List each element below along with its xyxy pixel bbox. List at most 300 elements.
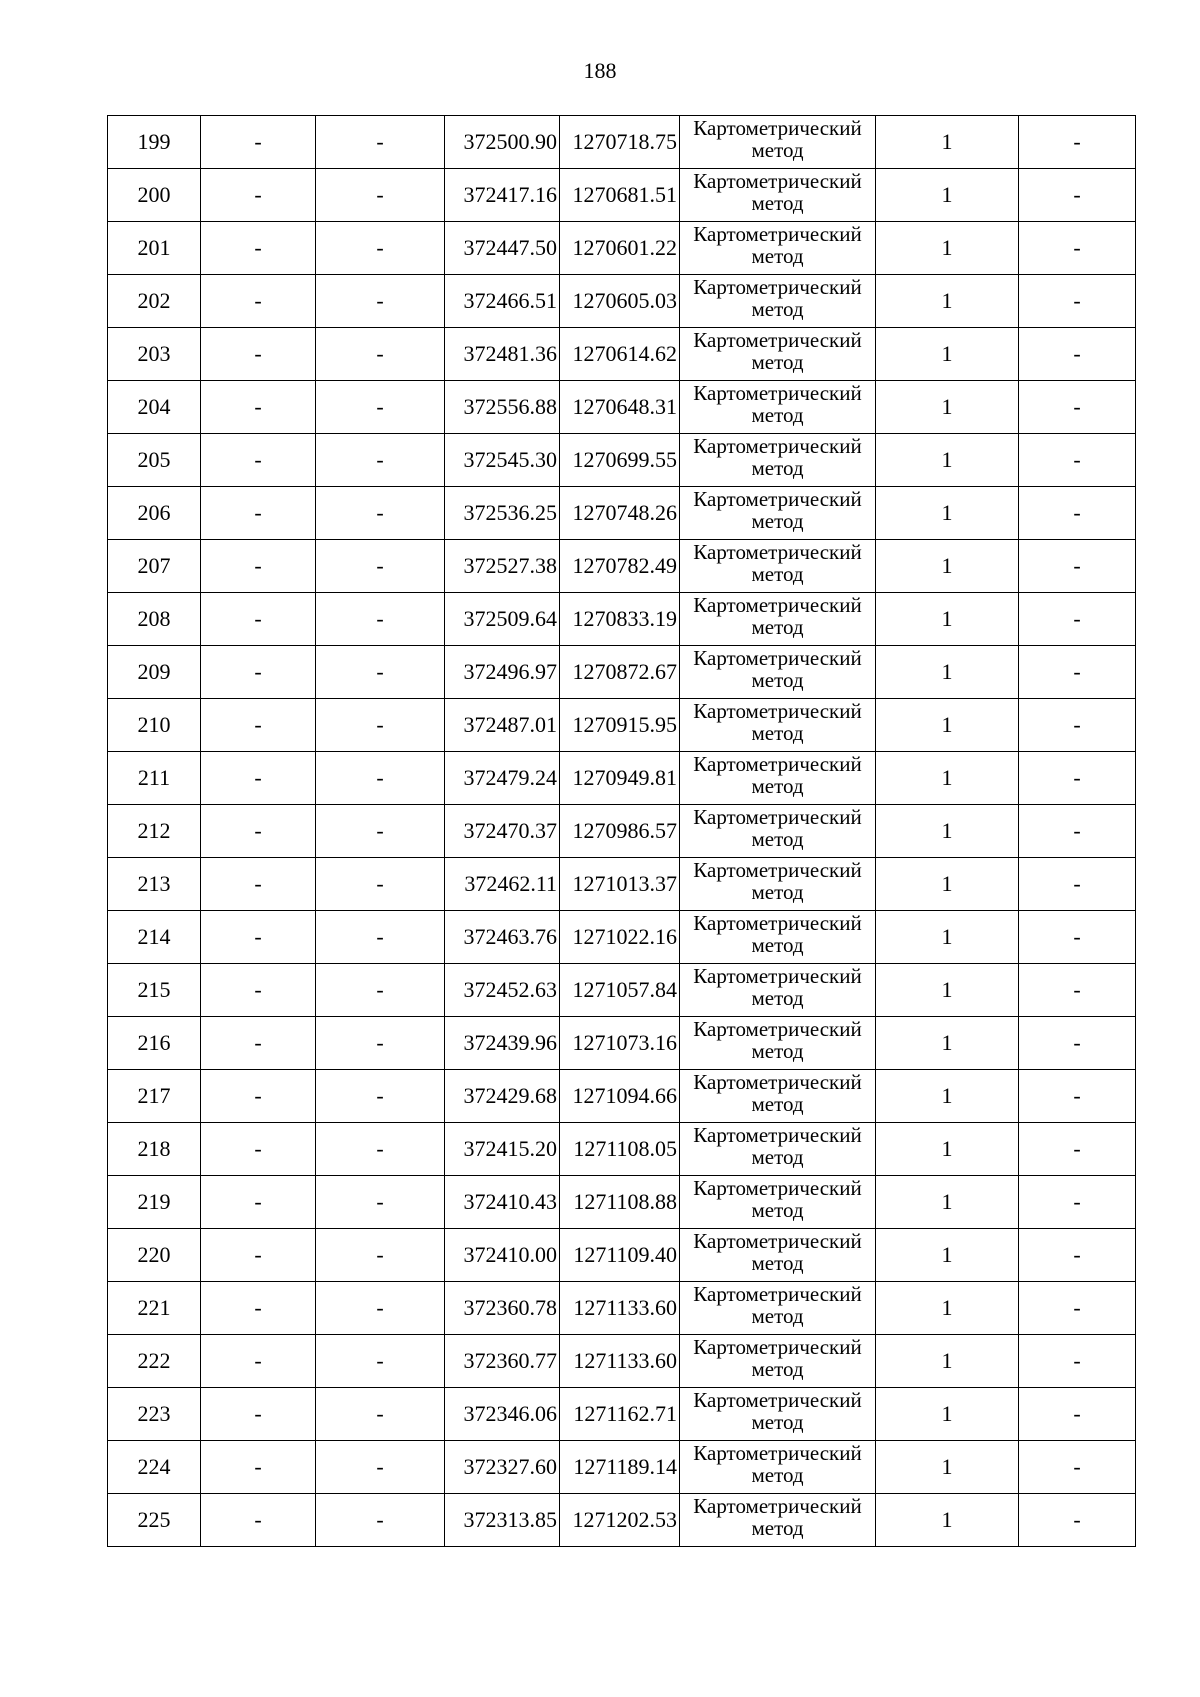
y-coordinate-cell: 1271108.88 [560,1176,680,1229]
accuracy-cell: 1 [876,540,1019,593]
method-line-2: метод [751,1092,804,1116]
point-number-cell: 208 [108,593,201,646]
empty-cell: - [316,858,445,911]
method-line-1: Картометрический [693,646,862,670]
description-cell: - [1019,805,1136,858]
description-cell: - [1019,1229,1136,1282]
y-coordinate-cell: 1271109.40 [560,1229,680,1282]
method-cell [680,1441,876,1494]
point-number-cell: 219 [108,1176,201,1229]
point-number-cell: 207 [108,540,201,593]
table-row [108,1335,1136,1388]
method-line-2: метод [751,1357,804,1381]
empty-cell: - [316,116,445,169]
accuracy-cell: 1 [876,1494,1019,1547]
y-coordinate-cell: 1271202.53 [560,1494,680,1547]
empty-cell: - [201,805,316,858]
description-cell: - [1019,169,1136,222]
description-cell: - [1019,434,1136,487]
method-line-1: Картометрический [693,1335,862,1359]
empty-cell: - [201,540,316,593]
table-row [108,646,1136,699]
method-line-1: Картометрический [693,1282,862,1306]
method-line-1: Картометрический [693,964,862,988]
y-coordinate-cell: 1271013.37 [560,858,680,911]
point-number-cell: 223 [108,1388,201,1441]
description-cell: - [1019,540,1136,593]
y-coordinate-cell: 1271073.16 [560,1017,680,1070]
method-line-2: метод [751,880,804,904]
x-coordinate-cell: 372500.90 [445,116,560,169]
point-number-cell: 224 [108,1441,201,1494]
point-number-cell: 202 [108,275,201,328]
method-cell [680,964,876,1017]
method-cell [680,434,876,487]
method-line-1: Картометрический [693,1494,862,1518]
y-coordinate-cell: 1270681.51 [560,169,680,222]
method-line-2: метод [751,615,804,639]
method-line-1: Картометрический [693,699,862,723]
accuracy-cell: 1 [876,911,1019,964]
method-cell [680,116,876,169]
description-cell: - [1019,275,1136,328]
y-coordinate-cell: 1271162.71 [560,1388,680,1441]
method-line-2: метод [751,933,804,957]
description-cell: - [1019,1441,1136,1494]
page-number: 188 [583,58,617,83]
description-cell: - [1019,328,1136,381]
method-line-2: метод [751,1039,804,1063]
x-coordinate-cell: 372447.50 [445,222,560,275]
table-row [108,1282,1136,1335]
x-coordinate-cell: 372536.25 [445,487,560,540]
method-line-1: Картометрический [693,1388,862,1412]
method-line-1: Картометрический [693,858,862,882]
accuracy-cell: 1 [876,699,1019,752]
table-row [108,805,1136,858]
x-coordinate-cell: 372463.76 [445,911,560,964]
y-coordinate-cell: 1270614.62 [560,328,680,381]
x-coordinate-cell: 372360.78 [445,1282,560,1335]
x-coordinate-cell: 372439.96 [445,1017,560,1070]
x-coordinate-cell: 372360.77 [445,1335,560,1388]
point-number-cell: 222 [108,1335,201,1388]
empty-cell: - [201,381,316,434]
description-cell: - [1019,1494,1136,1547]
point-number-cell: 200 [108,169,201,222]
empty-cell: - [201,1176,316,1229]
y-coordinate-cell: 1271022.16 [560,911,680,964]
empty-cell: - [316,1070,445,1123]
method-cell [680,593,876,646]
table-row [108,116,1136,169]
method-cell [680,1070,876,1123]
y-coordinate-cell: 1271189.14 [560,1441,680,1494]
method-line-2: метод [751,1304,804,1328]
point-number-cell: 211 [108,752,201,805]
empty-cell: - [201,1282,316,1335]
table-row [108,275,1136,328]
empty-cell: - [316,1017,445,1070]
point-number-cell: 205 [108,434,201,487]
x-coordinate-cell: 372496.97 [445,646,560,699]
accuracy-cell: 1 [876,222,1019,275]
description-cell: - [1019,222,1136,275]
x-coordinate-cell: 372410.43 [445,1176,560,1229]
method-line-2: метод [751,774,804,798]
method-cell [680,911,876,964]
method-line-1: Картометрический [693,222,862,246]
accuracy-cell: 1 [876,328,1019,381]
method-line-1: Картометрический [693,328,862,352]
method-cell [680,487,876,540]
y-coordinate-cell: 1270872.67 [560,646,680,699]
empty-cell: - [316,169,445,222]
empty-cell: - [201,1494,316,1547]
method-line-2: метод [751,1410,804,1434]
method-cell [680,1176,876,1229]
y-coordinate-cell: 1271057.84 [560,964,680,1017]
description-cell: - [1019,646,1136,699]
y-coordinate-cell: 1270718.75 [560,116,680,169]
method-cell [680,646,876,699]
method-cell [680,858,876,911]
method-line-1: Картометрический [693,1441,862,1465]
method-line-1: Картометрический [693,169,862,193]
method-line-1: Картометрический [693,1176,862,1200]
point-number-cell: 221 [108,1282,201,1335]
empty-cell: - [201,1017,316,1070]
accuracy-cell: 1 [876,1282,1019,1335]
empty-cell: - [316,1176,445,1229]
empty-cell: - [316,540,445,593]
method-line-2: метод [751,986,804,1010]
method-cell [680,1229,876,1282]
accuracy-cell: 1 [876,593,1019,646]
accuracy-cell: 1 [876,1070,1019,1123]
y-coordinate-cell: 1270833.19 [560,593,680,646]
method-line-2: метод [751,1251,804,1275]
point-number-cell: 209 [108,646,201,699]
y-coordinate-cell: 1270648.31 [560,381,680,434]
description-cell: - [1019,381,1136,434]
accuracy-cell: 1 [876,752,1019,805]
point-number-cell: 213 [108,858,201,911]
method-cell [680,805,876,858]
empty-cell: - [201,487,316,540]
method-line-1: Картометрический [693,1017,862,1041]
point-number-cell: 199 [108,116,201,169]
method-cell [680,1017,876,1070]
empty-cell: - [316,646,445,699]
empty-cell: - [201,1388,316,1441]
method-cell [680,169,876,222]
empty-cell: - [316,593,445,646]
x-coordinate-cell: 372509.64 [445,593,560,646]
empty-cell: - [316,222,445,275]
empty-cell: - [316,1441,445,1494]
method-line-2: метод [751,403,804,427]
table-row [108,540,1136,593]
empty-cell: - [201,434,316,487]
method-line-1: Картометрический [693,275,862,299]
y-coordinate-cell: 1270782.49 [560,540,680,593]
method-line-1: Картометрический [693,540,862,564]
empty-cell: - [201,275,316,328]
description-cell: - [1019,911,1136,964]
method-line-2: метод [751,1145,804,1169]
method-line-2: метод [751,191,804,215]
empty-cell: - [316,487,445,540]
empty-cell: - [201,169,316,222]
method-cell [680,1282,876,1335]
table-row [108,1017,1136,1070]
empty-cell: - [316,381,445,434]
method-cell [680,1335,876,1388]
method-cell [680,275,876,328]
method-cell [680,381,876,434]
description-cell: - [1019,116,1136,169]
empty-cell: - [201,1123,316,1176]
table-row [108,699,1136,752]
table-row [108,964,1136,1017]
empty-cell: - [316,1494,445,1547]
y-coordinate-cell: 1271133.60 [560,1335,680,1388]
empty-cell: - [316,275,445,328]
x-coordinate-cell: 372346.06 [445,1388,560,1441]
method-cell [680,1494,876,1547]
x-coordinate-cell: 372481.36 [445,328,560,381]
table-row [108,381,1136,434]
method-line-1: Картометрический [693,1229,862,1253]
y-coordinate-cell: 1270601.22 [560,222,680,275]
x-coordinate-cell: 372429.68 [445,1070,560,1123]
table-row [108,752,1136,805]
y-coordinate-cell: 1271094.66 [560,1070,680,1123]
accuracy-cell: 1 [876,1017,1019,1070]
method-line-2: метод [751,138,804,162]
point-number-cell: 217 [108,1070,201,1123]
method-line-2: метод [751,721,804,745]
y-coordinate-cell: 1270699.55 [560,434,680,487]
x-coordinate-cell: 372479.24 [445,752,560,805]
y-coordinate-cell: 1271133.60 [560,1282,680,1335]
description-cell: - [1019,593,1136,646]
empty-cell: - [316,911,445,964]
method-line-2: метод [751,1198,804,1222]
method-line-2: метод [751,562,804,586]
method-line-2: метод [751,456,804,480]
method-line-1: Картометрический [693,381,862,405]
accuracy-cell: 1 [876,964,1019,1017]
table-row [108,328,1136,381]
x-coordinate-cell: 372545.30 [445,434,560,487]
accuracy-cell: 1 [876,858,1019,911]
method-cell [680,752,876,805]
empty-cell: - [201,328,316,381]
table-row [108,858,1136,911]
method-line-2: метод [751,509,804,533]
method-line-1: Картометрический [693,593,862,617]
method-line-2: метод [751,297,804,321]
method-cell [680,540,876,593]
x-coordinate-cell: 372462.11 [445,858,560,911]
description-cell: - [1019,858,1136,911]
method-cell [680,1123,876,1176]
method-line-2: метод [751,827,804,851]
method-line-2: метод [751,244,804,268]
accuracy-cell: 1 [876,381,1019,434]
description-cell: - [1019,964,1136,1017]
empty-cell: - [201,646,316,699]
accuracy-cell: 1 [876,1176,1019,1229]
x-coordinate-cell: 372417.16 [445,169,560,222]
table-row [108,1494,1136,1547]
method-cell [680,1388,876,1441]
empty-cell: - [316,1229,445,1282]
accuracy-cell: 1 [876,275,1019,328]
empty-cell: - [201,1335,316,1388]
empty-cell: - [201,1229,316,1282]
point-number-cell: 216 [108,1017,201,1070]
x-coordinate-cell: 372410.00 [445,1229,560,1282]
point-number-cell: 201 [108,222,201,275]
empty-cell: - [316,1282,445,1335]
table-row [108,222,1136,275]
description-cell: - [1019,699,1136,752]
y-coordinate-cell: 1270748.26 [560,487,680,540]
empty-cell: - [316,964,445,1017]
method-line-2: метод [751,1463,804,1487]
accuracy-cell: 1 [876,805,1019,858]
table-row [108,434,1136,487]
method-line-1: Картометрический [693,1123,862,1147]
point-number-cell: 206 [108,487,201,540]
table-row [108,487,1136,540]
table-body [108,116,1136,1547]
description-cell: - [1019,1176,1136,1229]
method-cell [680,328,876,381]
empty-cell: - [201,1070,316,1123]
x-coordinate-cell: 372327.60 [445,1441,560,1494]
x-coordinate-cell: 372470.37 [445,805,560,858]
x-coordinate-cell: 372452.63 [445,964,560,1017]
point-number-cell: 220 [108,1229,201,1282]
y-coordinate-cell: 1270949.81 [560,752,680,805]
point-number-cell: 215 [108,964,201,1017]
accuracy-cell: 1 [876,487,1019,540]
empty-cell: - [201,858,316,911]
y-coordinate-cell: 1271108.05 [560,1123,680,1176]
method-line-1: Картометрический [693,116,862,140]
empty-cell: - [201,116,316,169]
x-coordinate-cell: 372527.38 [445,540,560,593]
point-number-cell: 210 [108,699,201,752]
accuracy-cell: 1 [876,1123,1019,1176]
table-row [108,169,1136,222]
description-cell: - [1019,1282,1136,1335]
description-cell: - [1019,1388,1136,1441]
table-row [108,1123,1136,1176]
table-row [108,911,1136,964]
table-row [108,1229,1136,1282]
y-coordinate-cell: 1270605.03 [560,275,680,328]
x-coordinate-cell: 372313.85 [445,1494,560,1547]
empty-cell: - [316,805,445,858]
empty-cell: - [316,434,445,487]
empty-cell: - [201,699,316,752]
point-number-cell: 214 [108,911,201,964]
table-row [108,1388,1136,1441]
empty-cell: - [316,699,445,752]
table-row [108,1441,1136,1494]
empty-cell: - [201,752,316,805]
table-row [108,1070,1136,1123]
description-cell: - [1019,1070,1136,1123]
description-cell: - [1019,487,1136,540]
description-cell: - [1019,752,1136,805]
empty-cell: - [201,222,316,275]
method-cell [680,222,876,275]
empty-cell: - [201,911,316,964]
accuracy-cell: 1 [876,169,1019,222]
accuracy-cell: 1 [876,1388,1019,1441]
method-line-1: Картометрический [693,911,862,935]
y-coordinate-cell: 1270915.95 [560,699,680,752]
coordinates-table [107,115,1136,1547]
accuracy-cell: 1 [876,434,1019,487]
empty-cell: - [201,1441,316,1494]
accuracy-cell: 1 [876,1229,1019,1282]
method-line-1: Картометрический [693,434,862,458]
accuracy-cell: 1 [876,116,1019,169]
description-cell: - [1019,1123,1136,1176]
empty-cell: - [316,1388,445,1441]
method-line-1: Картометрический [693,805,862,829]
method-line-1: Картометрический [693,752,862,776]
empty-cell: - [316,1123,445,1176]
x-coordinate-cell: 372466.51 [445,275,560,328]
empty-cell: - [201,593,316,646]
empty-cell: - [201,964,316,1017]
empty-cell: - [316,328,445,381]
table-row [108,1176,1136,1229]
point-number-cell: 225 [108,1494,201,1547]
description-cell: - [1019,1017,1136,1070]
x-coordinate-cell: 372487.01 [445,699,560,752]
x-coordinate-cell: 372556.88 [445,381,560,434]
y-coordinate-cell: 1270986.57 [560,805,680,858]
method-cell [680,699,876,752]
method-line-1: Картометрический [693,1070,862,1094]
table-row [108,593,1136,646]
point-number-cell: 203 [108,328,201,381]
method-line-2: метод [751,1516,804,1540]
point-number-cell: 204 [108,381,201,434]
point-number-cell: 218 [108,1123,201,1176]
method-line-2: метод [751,350,804,374]
accuracy-cell: 1 [876,1441,1019,1494]
method-line-1: Картометрический [693,487,862,511]
accuracy-cell: 1 [876,646,1019,699]
method-line-2: метод [751,668,804,692]
description-cell: - [1019,1335,1136,1388]
empty-cell: - [316,752,445,805]
empty-cell: - [316,1335,445,1388]
point-number-cell: 212 [108,805,201,858]
accuracy-cell: 1 [876,1335,1019,1388]
x-coordinate-cell: 372415.20 [445,1123,560,1176]
